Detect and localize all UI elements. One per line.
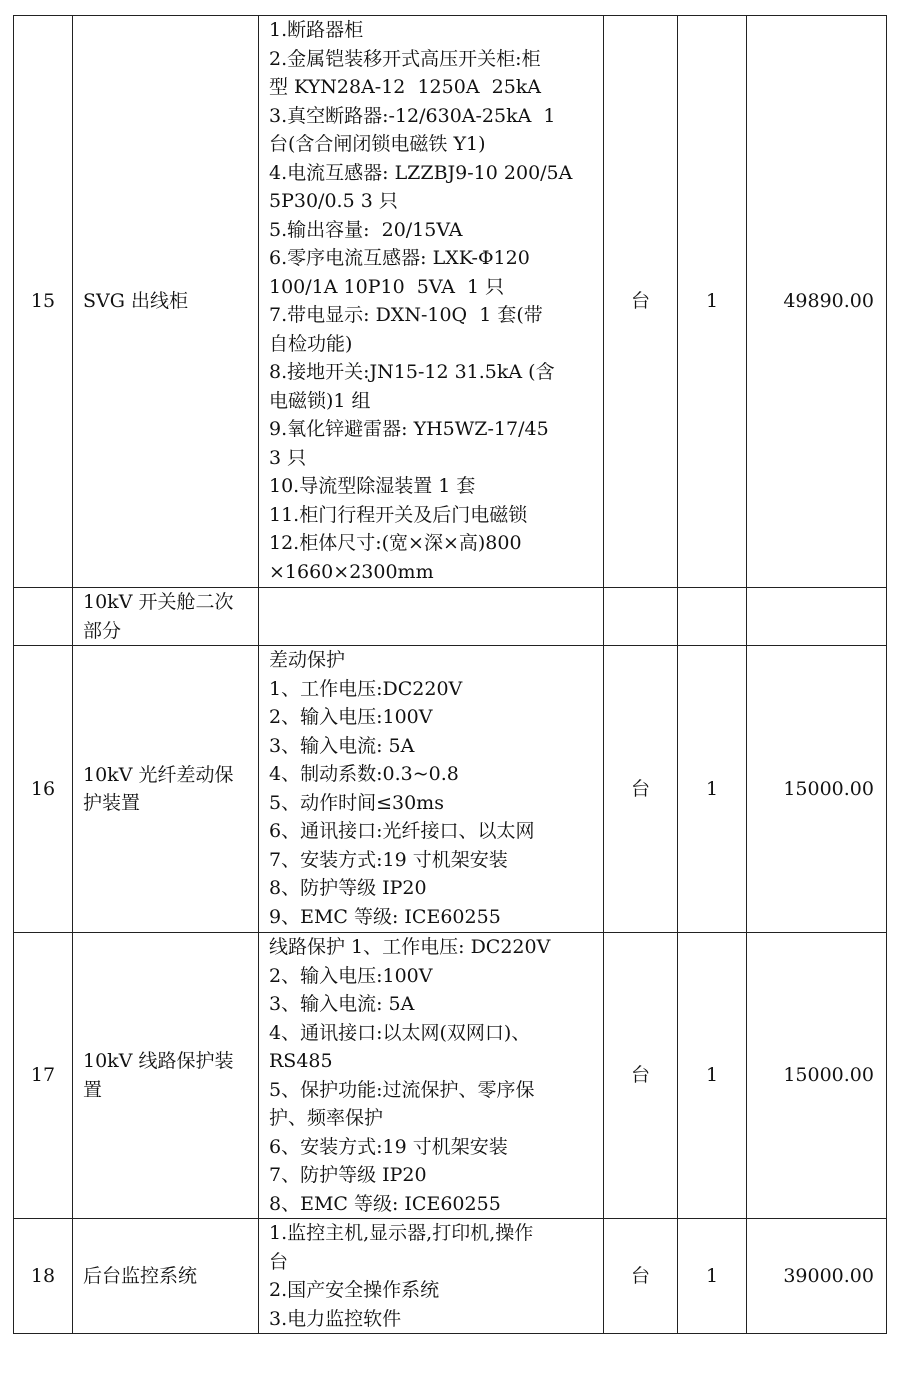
spec-line: 10.导流型除湿装置 1 套 (269, 475, 476, 497)
spec-line: 5.输出容量: 20/15VA (269, 218, 463, 241)
item-quantity (678, 588, 747, 646)
item-amount (747, 588, 887, 646)
spec-line: 8、EMC 等级: ICE60255 (269, 1192, 501, 1215)
spec-line: 3、输入电流: 5A (269, 993, 415, 1015)
item-unit: 台 (604, 646, 678, 933)
item-specification (259, 16, 604, 588)
item-unit: 台 (604, 16, 678, 588)
item-name (73, 16, 259, 588)
table-row (14, 16, 887, 588)
spec-line: 3 只 (269, 446, 307, 469)
item-name-line: SVG 出线柜 (83, 290, 188, 313)
table-row (14, 933, 887, 1219)
row-number: 16 (14, 646, 73, 933)
item-name-line: 10kV 线路保护装 (83, 1050, 234, 1072)
spec-line: 4、制动系数:0.3~0.8 (269, 763, 459, 785)
item-amount: 39000.00 (747, 1219, 887, 1334)
item-name (73, 1219, 259, 1334)
spec-line: 8.接地开关:JN15-12 31.5kA (含 (269, 361, 555, 383)
item-amount: 15000.00 (747, 933, 887, 1219)
row-number: 17 (14, 933, 73, 1219)
spec-line: 2.金属铠装移开式高压开关柜:柜 (269, 47, 541, 70)
spec-line: 6、安装方式:19 寸机架安装 (269, 1135, 508, 1158)
equipment-table (13, 15, 887, 1334)
row-number (14, 588, 73, 646)
spec-line: ×1660×2300mm (269, 560, 434, 583)
spec-line: 7.带电显示: DXN-10Q 1 套(带 (269, 304, 543, 326)
item-amount: 49890.00 (747, 16, 887, 588)
spec-line: 9.氧化锌避雷器: YH5WZ-17/45 (269, 418, 549, 440)
item-name-line: 护装置 (83, 792, 141, 814)
spec-line: 台(含合闸闭锁电磁铁 Y1) (269, 133, 486, 155)
item-name (73, 933, 259, 1219)
item-unit: 台 (604, 1219, 678, 1334)
item-name (73, 646, 259, 933)
item-name (73, 588, 259, 646)
table-body (14, 16, 887, 1334)
spec-line: 6、通讯接口:光纤接口、以太网 (269, 820, 535, 842)
spec-line: 8、防护等级 IP20 (269, 877, 427, 899)
item-quantity: 1 (678, 646, 747, 933)
row-number: 15 (14, 16, 73, 588)
spec-line: RS485 (269, 1050, 333, 1072)
spec-line: 2、输入电压:100V (269, 964, 433, 987)
spec-line: 12.柜体尺寸:(宽×深×高)800 (269, 532, 522, 554)
spec-line: 1.断路器柜 (269, 19, 364, 41)
spec-line: 3.电力监控软件 (269, 1307, 402, 1330)
spec-line: 4、通讯接口:以太网(双网口)、 (269, 1021, 531, 1044)
item-unit (604, 588, 678, 646)
spec-line: 4.电流互感器: LZZBJ9-10 200/5A (269, 161, 573, 184)
item-specification (259, 933, 604, 1219)
row-number: 18 (14, 1219, 73, 1334)
spec-line: 5P30/0.5 3 只 (269, 190, 398, 212)
spec-line: 5、动作时间≤30ms (269, 791, 444, 814)
item-quantity: 1 (678, 16, 747, 588)
spec-line: 线路保护 1、工作电压: DC220V (269, 936, 551, 958)
spec-line: 7、防护等级 IP20 (269, 1164, 427, 1186)
item-name-line: 10kV 开关舱二次 (83, 591, 234, 613)
item-specification (259, 588, 604, 646)
item-specification (259, 1219, 604, 1334)
item-unit: 台 (604, 933, 678, 1219)
spec-line: 9、EMC 等级: ICE60255 (269, 905, 501, 928)
spec-line: 7、安装方式:19 寸机架安装 (269, 848, 508, 871)
spec-line: 1.监控主机,显示器,打印机,操作 (269, 1222, 534, 1244)
spec-line: 3.真空断路器:-12/630A-25kA 1 (269, 104, 556, 127)
spec-line: 11.柜门行程开关及后门电磁锁 (269, 503, 528, 526)
spec-line: 2.国产安全操作系统 (269, 1279, 440, 1301)
spec-line: 1、工作电压:DC220V (269, 677, 463, 700)
table-row (14, 646, 887, 933)
item-name-line: 后台监控系统 (83, 1264, 198, 1287)
spec-line: 2、输入电压:100V (269, 706, 433, 728)
spec-line: 台 (269, 1250, 289, 1273)
spec-line: 电磁锁)1 组 (269, 389, 371, 412)
table-row (14, 588, 887, 646)
spec-line: 3、输入电流: 5A (269, 734, 415, 757)
item-quantity: 1 (678, 1219, 747, 1334)
item-quantity: 1 (678, 933, 747, 1219)
item-amount: 15000.00 (747, 646, 887, 933)
spec-line: 护、频率保护 (269, 1107, 384, 1129)
table-row (14, 1219, 887, 1334)
item-name-line: 10kV 光纤差动保 (83, 763, 234, 786)
item-specification (259, 646, 604, 933)
spec-line: 100/1A 10P10 5VA 1 只 (269, 275, 505, 298)
item-name-line: 置 (83, 1078, 103, 1101)
spec-line: 6.零序电流互感器: LXK-Φ120 (269, 247, 530, 269)
spec-line: 自检功能) (269, 332, 353, 355)
spec-line: 型 KYN28A-12 1250A 25kA (269, 76, 542, 98)
spec-line: 差动保护 (269, 649, 346, 671)
item-name-line: 部分 (83, 619, 122, 642)
spec-line: 5、保护功能:过流保护、零序保 (269, 1078, 535, 1101)
